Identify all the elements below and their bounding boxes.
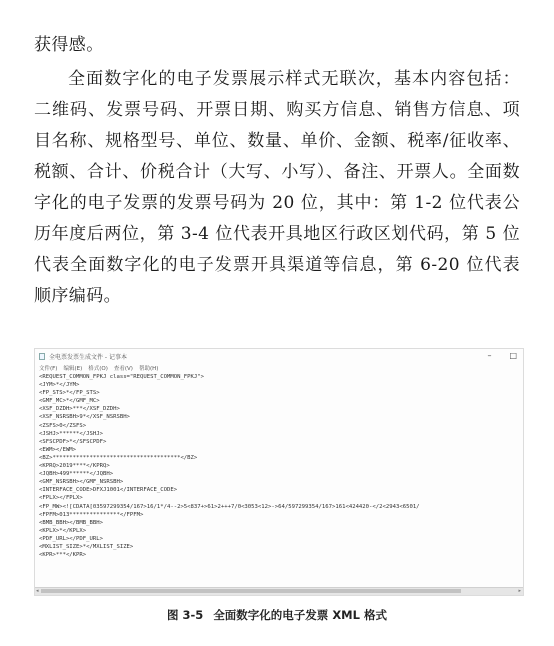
xml-line: <JQBH>499******</JQBH> (39, 471, 114, 478)
xml-line: <FP_MW><![CDATA[03597299354/167>16/1*/4--2>5<837+>61>2+++7/0<3053<12>->64/597299354/167>161<424420-</2<2943<6501/ (39, 503, 420, 510)
notepad-menubar (35, 363, 523, 373)
xml-line: <FP_STS>*</FP_STS> (39, 390, 100, 397)
xml-line: <KPLX>*</KPLX> (39, 527, 87, 534)
xml-line: <BMB_BBH></BMB_BBH> (39, 519, 103, 526)
paragraph-invoice-description: 全面数字化的电子发票展示样式无联次，基本内容包括：二维码、发票号码、开票日期、购买方信息、销售方信息、项目名称、规格型号、单位、数量、单价、金额、税率/征收率、税额、合计、价税合计（大写、小写）、备注、开票人。全面数字化的电子发票的发票号码为 20 位，其中：第 1-2 位代表公历年度后两位，第 3-4 位代表开具地区行政区划代码，第 5 位代表全面数字化的电子发票开具渠道等信息，第 6-20 位代表顺序编码。 (34, 69, 520, 306)
menu-help: 帮助(H) (138, 366, 159, 372)
xml-line: <REQUEST_COMMON_FPKJ class="REQUEST_COMMON_FPKJ"> (39, 374, 205, 380)
xml-line: <ZSFS>0</ZSFS> (39, 422, 87, 429)
xml-line: <EWM></EWM> (39, 446, 77, 453)
xml-line: <PDF_URL></PDF_URL> (39, 535, 103, 542)
minimize-icon: – (487, 351, 492, 360)
maximize-icon: □ (509, 351, 517, 360)
notepad-titlebar (35, 349, 523, 363)
xml-line: <FPLX></FPLX> (39, 495, 83, 502)
xml-line: <INTERFACE_CODE>DFXJ1001</INTERFACE_CODE> (39, 487, 178, 494)
horizontal-scrollbar (35, 587, 523, 595)
xml-line: <JYM>*</JYM> (39, 382, 80, 389)
scrollbar-thumb (41, 589, 461, 593)
xml-line: <SFSCPDF>*</SFSCPDF> (39, 438, 107, 445)
figure-caption (0, 607, 554, 623)
xml-content (39, 373, 523, 559)
xml-line: <GMF_NSRSBH></GMF_NSRSBH> (39, 479, 124, 486)
xml-line: <KPR>***</KPR> (39, 552, 87, 559)
notepad-screenshot (34, 348, 524, 596)
menu-edit: 编辑(E) (63, 366, 83, 372)
xml-line: <JSHJ>******</JSHJ> (39, 430, 103, 437)
figure-number: 图 3-5 (167, 608, 204, 622)
paragraph-fragment: 获得感。 (34, 35, 104, 55)
xml-line: <BZ>**************************************</BZ> (39, 454, 198, 461)
xml-line: <GMF_MC>*</GMF_MC> (39, 398, 100, 405)
xml-line: <FPFM>013***************</FPFM> (39, 511, 144, 518)
xml-line: <XSF_NSRSBH>9*</XSF_NSRSBH> (39, 414, 130, 421)
notepad-icon (39, 353, 45, 360)
menu-format: 格式(O) (88, 366, 108, 372)
menu-view: 查看(V) (113, 366, 133, 372)
xml-line: <KPRQ>2019****</KPRQ> (39, 463, 110, 470)
scroll-right-icon: ▸ (518, 588, 521, 594)
menu-file: 文件(F) (39, 366, 58, 372)
xml-line: <MXLIST_SIZE>*</MXLIST_SIZE> (39, 543, 134, 550)
figure-title: 全面数字化的电子发票 XML 格式 (213, 608, 387, 622)
notepad-title: 全电票发票生成文件 - 记事本 (49, 353, 127, 361)
scroll-left-icon: ◂ (36, 588, 39, 594)
xml-line: <XSF_DZDH>***</XSF_DZDH> (39, 406, 120, 413)
window-controls (487, 351, 517, 360)
